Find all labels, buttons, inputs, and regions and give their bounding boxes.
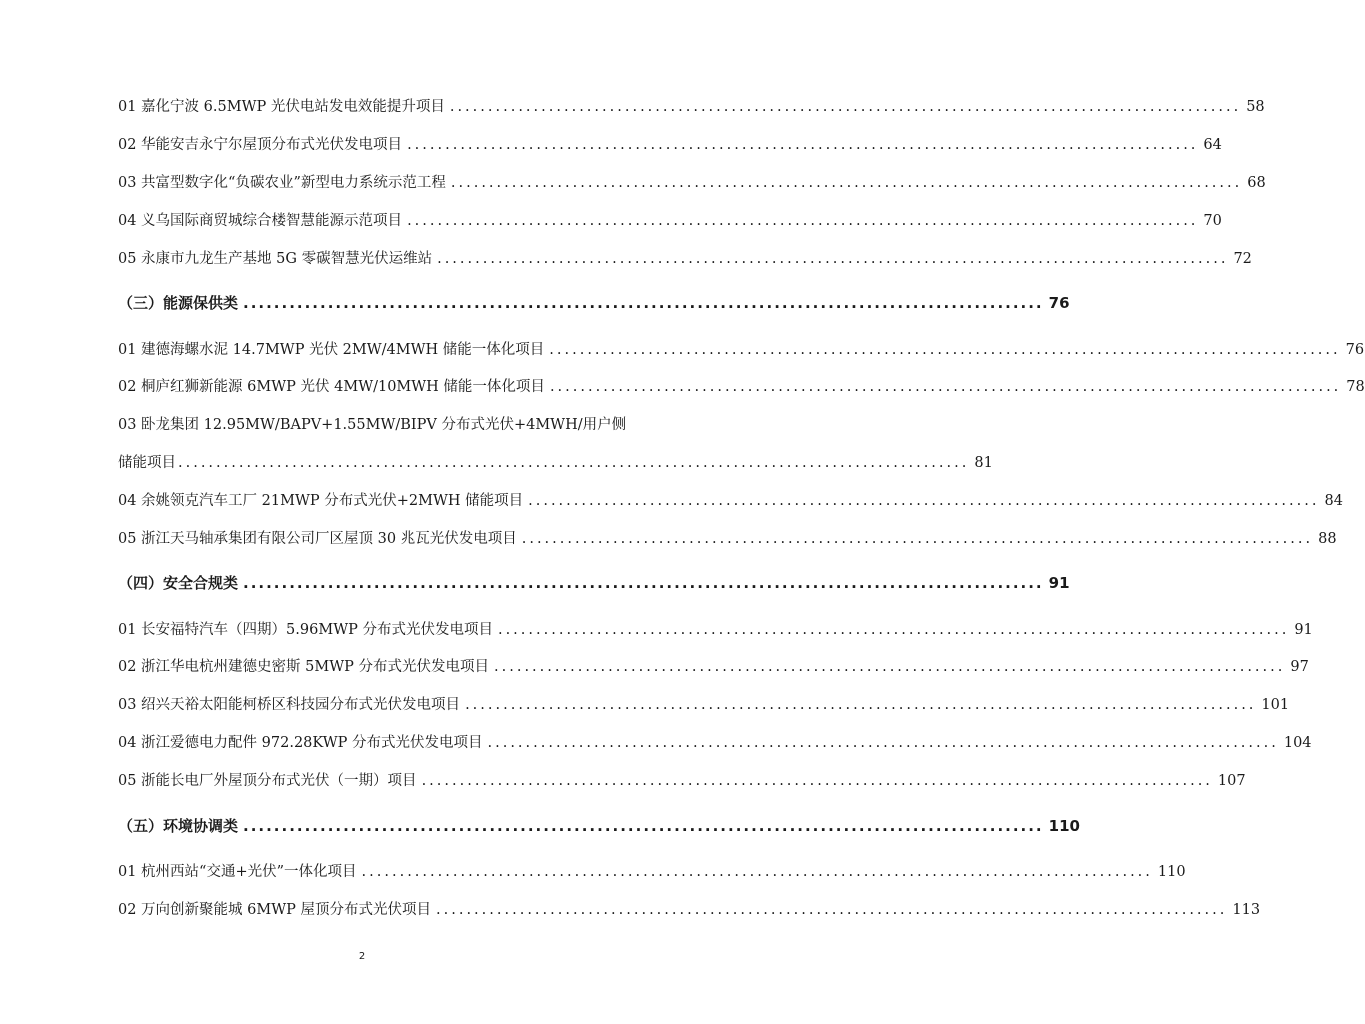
- toc-entry-page: 76: [1345, 342, 1365, 358]
- toc-leader-dots: ........................................................................................................: [497, 622, 1290, 638]
- toc-entry-title: 02 万向创新聚能城 6MWP 屋顶分布式光伏项目: [118, 902, 432, 918]
- toc-entry[interactable]: [118, 415, 627, 435]
- toc-leader-dots: ........................................................................................................: [494, 659, 1286, 675]
- toc-leader-dots: ........................................................................................................: [450, 175, 1243, 191]
- toc-entry-title: 05 永康市九龙生产基地 5G 零碳智慧光伏运维站: [118, 251, 433, 267]
- toc-leader-dots: ........................................................................................................: [243, 294, 1044, 312]
- toc-leader-dots: ........................................................................................................: [437, 251, 1229, 267]
- toc-entry[interactable]: [118, 900, 1261, 920]
- toc-leader-dots: ........................................................................................................: [449, 99, 1242, 115]
- toc-leader-dots: ........................................................................................................: [487, 735, 1279, 751]
- toc-entry-title: 05 浙江天马轴承集团有限公司厂区屋顶 30 兆瓦光伏发电项目: [118, 531, 517, 547]
- toc-entry-page: 110: [1048, 817, 1080, 835]
- toc-entry-page: 88: [1318, 531, 1337, 547]
- toc-entry-page: 68: [1247, 175, 1266, 191]
- toc-entry[interactable]: [118, 491, 1343, 511]
- toc-leader-dots: ........................................................................................................: [465, 697, 1257, 713]
- toc-entry-page: 91: [1294, 622, 1313, 638]
- toc-entry[interactable]: [118, 97, 1265, 117]
- toc-entry-page: 110: [1157, 864, 1186, 880]
- toc-entry-page: 70: [1203, 213, 1222, 229]
- toc-section-heading[interactable]: [118, 573, 1070, 593]
- toc-entry-page: 81: [974, 455, 993, 471]
- toc-entry-page: 76: [1048, 294, 1070, 312]
- toc-entry-title: 05 浙能长电厂外屋顶分布式光伏（一期）项目: [118, 773, 417, 789]
- toc-entry-title: 储能项目: [118, 455, 176, 471]
- toc-entry-title: 01 杭州西站“交通+光伏”一体化项目: [118, 864, 357, 880]
- toc-entry-title: 03 共富型数字化“负碳农业”新型电力系统示范工程: [118, 175, 446, 191]
- toc-entry[interactable]: [118, 340, 1365, 360]
- toc-entry[interactable]: [118, 695, 1290, 715]
- toc-entry-title: 04 义乌国际商贸城综合楼智慧能源示范项目: [118, 213, 403, 229]
- toc-entry-continuation[interactable]: [118, 453, 993, 473]
- toc-entry-page: 72: [1233, 251, 1252, 267]
- toc-leader-dots: ........................................................................................................: [407, 137, 1199, 153]
- toc-leader-dots: ........................................................................................................: [361, 864, 1153, 880]
- toc-entry-title: 03 卧龙集团 12.95MW/BAPV+1.55MW/BIPV 分布式光伏+4MWH/用户侧: [118, 417, 627, 433]
- toc-leader-dots: ........................................................................................................: [521, 531, 1314, 547]
- toc-entry-page: 107: [1217, 773, 1246, 789]
- toc-entry[interactable]: [118, 529, 1337, 549]
- toc-entry-page: 58: [1246, 99, 1265, 115]
- toc-entry-page: 78: [1346, 379, 1365, 395]
- page-number: 2: [358, 951, 366, 962]
- toc-entry[interactable]: [118, 620, 1313, 640]
- toc-entry-title: 01 长安福特汽车（四期）5.96MWP 分布式光伏发电项目: [118, 622, 493, 638]
- toc-entry[interactable]: [118, 135, 1222, 155]
- toc-section-title: （四）安全合规类: [118, 574, 239, 592]
- toc-entry-page: 113: [1232, 902, 1261, 918]
- toc-leader-dots: ........................................................................................................: [407, 213, 1199, 229]
- toc-section-title: （三）能源保供类: [118, 294, 239, 312]
- toc-leader-dots: ........................................................................................................: [243, 817, 1044, 835]
- toc-entry-title: 02 华能安吉永宁尔屋顶分布式光伏发电项目: [118, 137, 403, 153]
- toc-section-title: （五）环境协调类: [118, 817, 239, 835]
- toc-leader-dots: ........................................................................................................: [243, 574, 1044, 592]
- toc-entry-page: 91: [1048, 574, 1070, 592]
- toc-entry-title: 01 嘉化宁波 6.5MWP 光伏电站发电效能提升项目: [118, 99, 445, 115]
- toc-entry-title: 02 浙江华电杭州建德史密斯 5MWP 分布式光伏发电项目: [118, 659, 490, 675]
- toc-leader-dots: ........................................................................................................: [421, 773, 1213, 789]
- toc-entry[interactable]: [118, 771, 1246, 791]
- toc-entry[interactable]: [118, 377, 1365, 397]
- toc-entry[interactable]: [118, 211, 1222, 231]
- toc-entry[interactable]: [118, 173, 1266, 193]
- toc-entry[interactable]: [118, 733, 1312, 753]
- toc-leader-dots: ........................................................................................................: [549, 342, 1341, 358]
- toc-leader-dots: ........................................................................................................: [528, 493, 1320, 509]
- toc-entry-title: 01 建德海螺水泥 14.7MWP 光伏 2MW/4MWH 储能一体化项目: [118, 342, 545, 358]
- toc-section-heading[interactable]: [118, 293, 1070, 313]
- toc-entry[interactable]: [118, 657, 1309, 677]
- toc-entry-page: 84: [1324, 493, 1343, 509]
- toc-entry-page: 104: [1283, 735, 1312, 751]
- toc-section-heading[interactable]: [118, 816, 1080, 836]
- toc-entry-page: 101: [1261, 697, 1290, 713]
- toc-entry-title: 04 余姚领克汽车工厂 21MWP 分布式光伏+2MWH 储能项目: [118, 493, 524, 509]
- toc-entry-title: 03 绍兴天裕太阳能柯桥区科技园分布式光伏发电项目: [118, 697, 461, 713]
- toc-entry-title: 04 浙江爱德电力配件 972.28KWP 分布式光伏发电项目: [118, 735, 483, 751]
- toc-entry[interactable]: [118, 862, 1186, 882]
- toc-leader-dots: ........................................................................................................: [549, 379, 1342, 395]
- toc-leader-dots: ........................................................................................................: [436, 902, 1228, 918]
- toc-entry-page: 64: [1203, 137, 1222, 153]
- toc-entry-page: 97: [1290, 659, 1309, 675]
- toc-entry[interactable]: [118, 249, 1252, 269]
- toc-entry-title: 02 桐庐红狮新能源 6MWP 光伏 4MW/10MWH 储能一体化项目: [118, 379, 545, 395]
- toc-leader-dots: ........................................................................................................: [178, 455, 970, 471]
